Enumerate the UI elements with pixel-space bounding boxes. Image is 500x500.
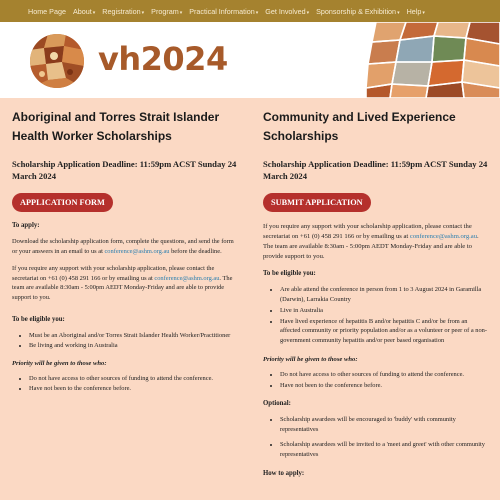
apply-instructions bbox=[12, 237, 238, 256]
eligible-heading: To be eligible you: bbox=[12, 316, 65, 323]
chevron-down-icon: ▾ bbox=[92, 9, 96, 16]
list-item: • Do not have access to other sources of funding to attend the conference. bbox=[29, 374, 238, 383]
logo-mosaic-icon[interactable] bbox=[30, 34, 84, 88]
nav-item-about[interactable] bbox=[73, 7, 95, 16]
health-worker-scholarship-section bbox=[0, 98, 250, 500]
how-to-apply-heading: How to apply: bbox=[263, 469, 305, 477]
eligible-heading: To be eligible you: bbox=[263, 270, 316, 277]
apply-text: Download the scholarship application form, complete the questions, and send the form or your answers in an email to us at bbox=[12, 238, 234, 255]
priority-heading: Priority will be given to those who: bbox=[263, 355, 358, 363]
support-text-end: . The team are available 8:30am - 5:00pm AEDT Monday-Friday and are able to provide support to you. bbox=[263, 233, 479, 260]
priority-list bbox=[12, 374, 238, 393]
support-text-end: . The team are available 8:30am - 5:00pm AEDT Monday-Friday and are able to provide support to you. bbox=[12, 274, 233, 301]
list-item: • Scholarship awardees will be encouraged to 'buddy' with community representatives bbox=[280, 415, 488, 434]
email-link[interactable]: conference@ashm.org.au bbox=[154, 274, 220, 282]
list-item: • Do not have access to other sources of funding to attend the conference. bbox=[280, 370, 488, 380]
chevron-down-icon: ▾ bbox=[397, 9, 400, 16]
eligibility-list bbox=[12, 331, 238, 350]
nav-label: Home Page bbox=[28, 6, 66, 16]
priority-list bbox=[263, 370, 488, 391]
section-title: Aboriginal and Torres Strait Islander Health Worker Scholarships bbox=[12, 110, 220, 143]
nav-label: Sponsorship & Exhibition bbox=[316, 6, 397, 16]
application-form-button[interactable]: APPLICATION FORM bbox=[12, 193, 113, 212]
site-header bbox=[0, 22, 500, 98]
nav-label: Practical Information bbox=[189, 6, 255, 16]
nav-label: About bbox=[72, 6, 92, 16]
optional-heading: Optional: bbox=[263, 400, 291, 408]
optional-list bbox=[263, 415, 488, 459]
email-link[interactable]: conference@ashm.org.au bbox=[409, 233, 478, 240]
community-scholarship-section bbox=[250, 98, 500, 500]
section-title: Community and Lived Experience Scholarships bbox=[263, 110, 456, 143]
to-apply-heading: To apply: bbox=[12, 222, 40, 229]
nav-item-help[interactable] bbox=[407, 7, 425, 16]
submit-application-button[interactable]: SUBMIT APPLICATION bbox=[263, 193, 371, 212]
list-item: • Scholarship awardees will be invited to a 'meet and greet' with other community representatives bbox=[280, 440, 488, 459]
nav-label: Help bbox=[406, 6, 422, 16]
list-item: • Have lived experience of hepatitis B and/or hepatitis C and/or be from an affected community or priority population and/or as a volunteer or peer of a non-government community hepatitis and/or peer based organisation bbox=[280, 317, 488, 346]
nav-label: Program bbox=[151, 6, 179, 16]
chevron-down-icon: ▾ bbox=[422, 9, 425, 16]
priority-heading: Priority will be given to those who: bbox=[12, 360, 107, 368]
email-link[interactable]: conference@ashm.org.au bbox=[104, 247, 170, 255]
deadline-text: Scholarship Application Deadline: 11:59pm ACST Sunday 24 March 2024 bbox=[12, 159, 237, 181]
nav-label: Get Involved bbox=[265, 6, 306, 16]
nav-item-get-involved[interactable] bbox=[265, 7, 309, 16]
nav-item-registration[interactable] bbox=[102, 7, 144, 16]
nav-item-sponsorship[interactable] bbox=[316, 7, 399, 16]
list-item: • Have not been to the conference before. bbox=[280, 381, 488, 391]
nav-label: Registration bbox=[102, 6, 141, 16]
list-item: • Must be an Aboriginal and/or Torres Strait Islander Health Worker/Practitioner bbox=[29, 331, 238, 340]
list-item: • Live in Australia bbox=[280, 306, 488, 316]
nav-item-home[interactable] bbox=[28, 7, 66, 16]
chevron-down-icon: ▾ bbox=[255, 9, 259, 16]
deadline-text: Scholarship Application Deadline: 11:59pm ACST Sunday 24 March 2024 bbox=[263, 159, 488, 181]
header-mosaic-image bbox=[366, 22, 500, 98]
list-item: • Have not been to the conference before. bbox=[29, 384, 238, 393]
support-text-start: If you require any support with your scholarship application, please contact the secretariat on +61 (0) 458 291 166 or by emailing us at bbox=[263, 223, 472, 240]
nav-item-practical-information[interactable] bbox=[189, 7, 258, 16]
apply-text-end: before the deadline. bbox=[169, 247, 222, 255]
list-item: • Be living and working in Australia bbox=[29, 341, 238, 350]
top-nav bbox=[0, 0, 500, 22]
chevron-down-icon: ▾ bbox=[306, 9, 310, 16]
support-text bbox=[263, 222, 488, 262]
chevron-down-icon: ▾ bbox=[141, 9, 145, 16]
list-item: • Are able attend the conference in person from 1 to 3 August 2024 in Garamilla (Darwin), Larrakia Country bbox=[280, 285, 488, 304]
nav-item-program[interactable] bbox=[151, 7, 182, 16]
support-text bbox=[12, 264, 238, 302]
chevron-down-icon: ▾ bbox=[179, 9, 183, 16]
logo-text[interactable]: vh2024 bbox=[98, 40, 228, 78]
eligibility-list bbox=[263, 285, 488, 346]
support-text-start: If you require any support with your scholarship application, please contact the secretariat on +61 (0) 458 291 166 or by emailing us at bbox=[12, 265, 215, 282]
